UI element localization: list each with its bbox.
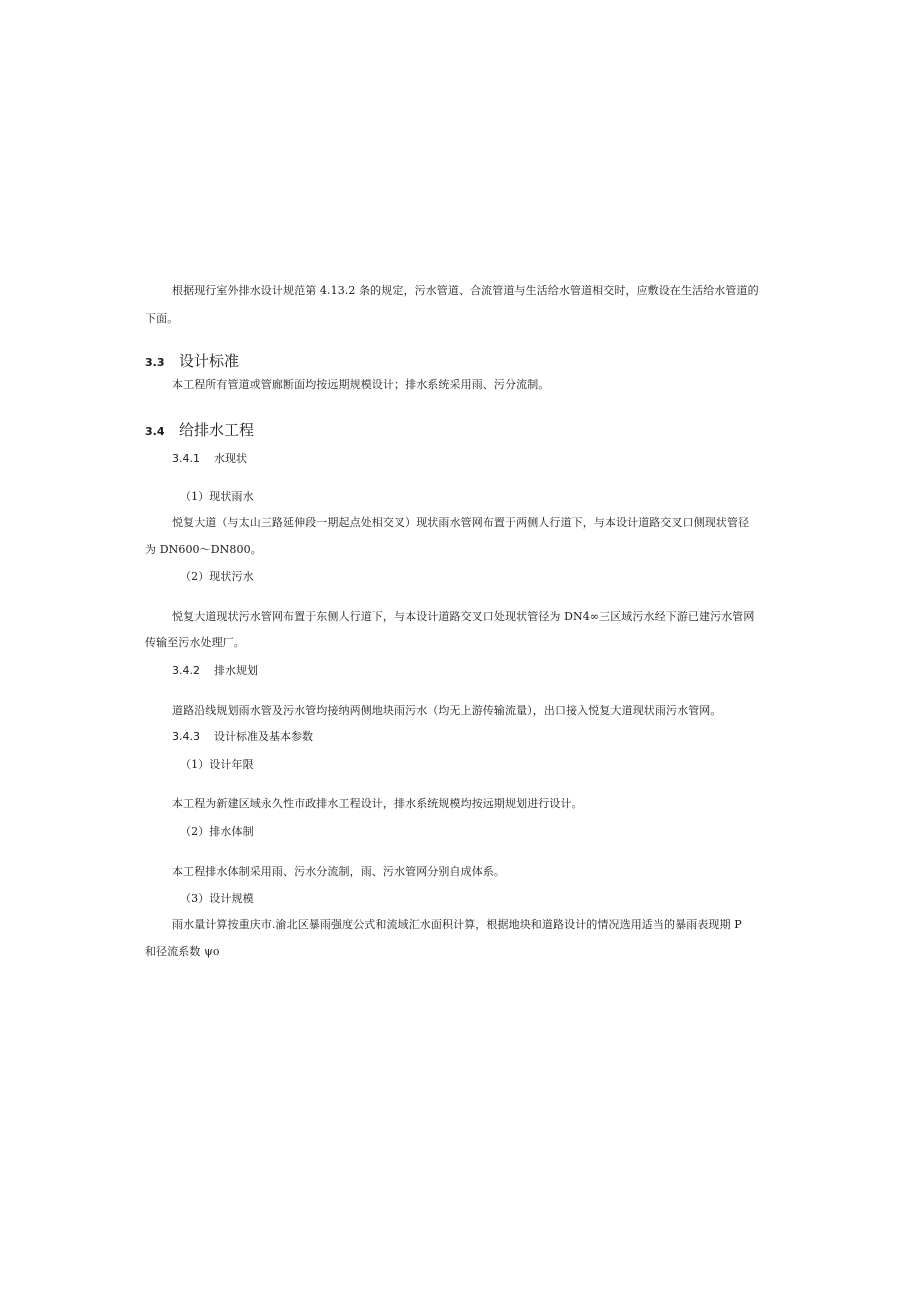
subsection-title: 排水规划 [214, 664, 258, 677]
item-label-design-scale: （3）设计规模 [180, 892, 254, 905]
item-label-design-period: （1）设计年限 [180, 758, 254, 771]
rainwater-paragraph-line-1: 悦复大道（与太山三路延伸段一期起点处相交叉）现状雨水管网布置于两侧人行道下，与本设计道路交叉口侧现状管径 [172, 516, 750, 529]
item-label-drainage-system: （2）排水体制 [180, 825, 254, 838]
section-3-4-heading [145, 419, 254, 440]
design-scale-paragraph-line-2: 和径流系数 ψo [145, 945, 220, 958]
item-label-current-sewage: （2）现状污水 [180, 570, 254, 583]
design-period-paragraph: 本工程为新建区域永久性市政排水工程设计，排水系统规模均按远期规划进行设计。 [172, 797, 583, 810]
sewage-paragraph-line-2: 传输至污水处理厂。 [145, 636, 245, 649]
design-scale-paragraph-line-1: 雨水量计算按重庆市.渝北区暴雨强度公式和流域汇水面积计算，根据地块和道路设计的情况选用适当的暴雨表现期 P [172, 918, 742, 931]
section-number: 3.4 [145, 425, 165, 438]
sewage-paragraph-line-1: 悦复大道现状污水管网布置于东侧人行道下，与本设计道路交叉口处现状管径为 DN4∞三区域污水经下游已建污水管网 [172, 610, 755, 623]
subsection-3-4-2-heading [172, 664, 258, 678]
intro-paragraph-line-1: 根据现行室外排水设计规范第 4.13.2 条的规定，污水管道、合流管道与生活给水管道相交时，应敷设在生活给水管道的 [172, 284, 759, 297]
subsection-number: 3.4.3 [172, 730, 200, 743]
rainwater-paragraph-line-2: 为 DN600～DN800。 [145, 543, 262, 556]
drainage-system-paragraph: 本工程排水体制采用雨、污水分流制，雨、污水管网分别自成体系。 [172, 865, 505, 878]
section-number: 3.3 [145, 356, 165, 369]
subsection-number: 3.4.1 [172, 452, 200, 465]
section-3-3-body: 本工程所有管道或管廊断面均按远期规模设计；排水系统采用雨、污分流制。 [172, 378, 550, 391]
section-title: 给排水工程 [179, 421, 255, 439]
subsection-title: 设计标准及基本参数 [214, 730, 313, 743]
subsection-number: 3.4.2 [172, 664, 200, 677]
section-3-3-heading [145, 350, 239, 371]
intro-paragraph-line-2: 下面。 [145, 312, 179, 325]
section-title: 设计标准 [179, 352, 240, 370]
item-label-current-rainwater: （1）现状雨水 [180, 490, 254, 503]
subsection-3-4-1-heading [172, 452, 247, 466]
drainage-plan-paragraph: 道路沿线规划雨水管及污水管均接纳两侧地块雨污水（均无上游传输流量），出口接入悦复大道现状雨污水管网。 [172, 704, 722, 717]
subsection-3-4-3-heading [172, 730, 313, 744]
subsection-title: 水现状 [214, 452, 247, 465]
